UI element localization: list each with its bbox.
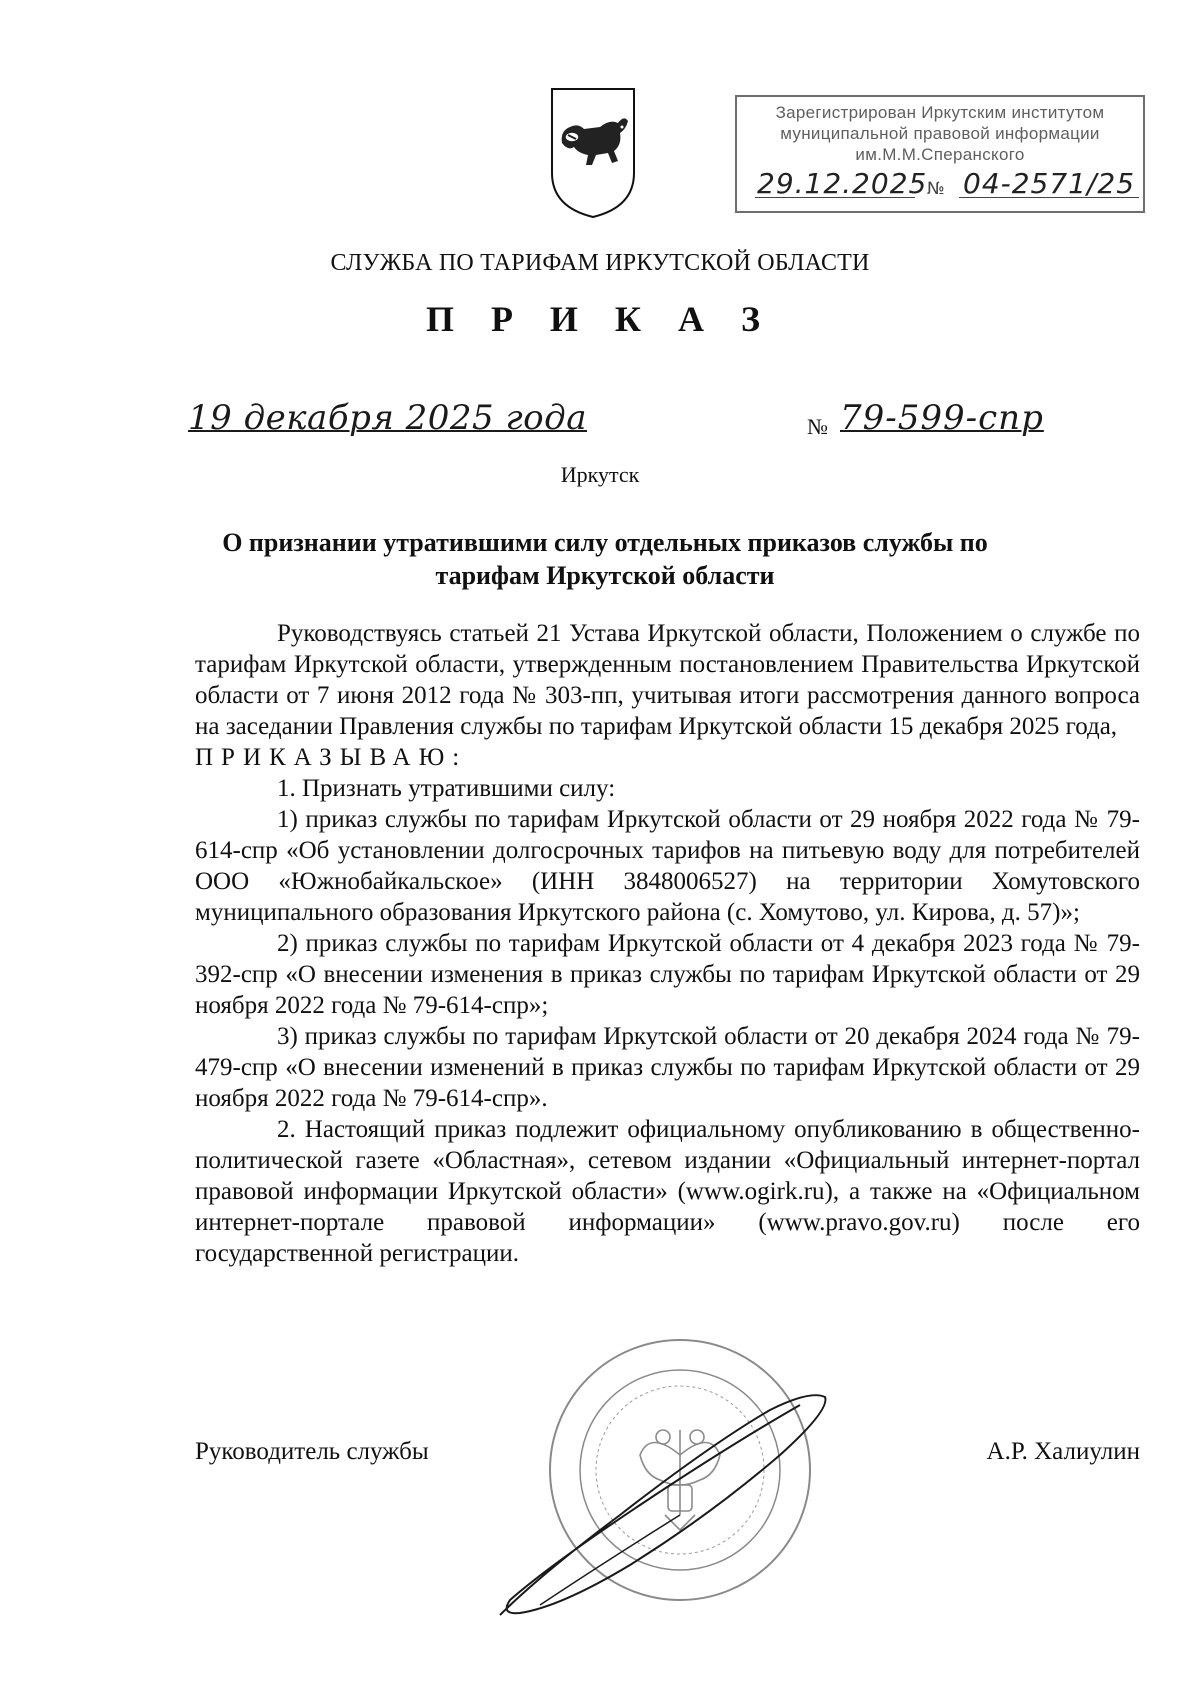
order-number: 79-599-спр xyxy=(840,398,1044,438)
registration-stamp-line3: им.М.М.Сперанского xyxy=(855,145,1025,164)
order-city: Иркутск xyxy=(560,462,640,487)
handwritten-signature xyxy=(480,1375,840,1625)
signatory-name: А.Р. Халиулин xyxy=(986,1438,1140,1465)
order-date: 19 декабря 2025 года xyxy=(188,398,587,438)
subitem-1: 1) приказ службы по тарифам Иркутской области от 29 ноября 2022 года № 79-614-спр «Об установлении долгосрочных тарифов на питьевую воду для потребителей ООО «Южнобайкальское» (ИНН 3848006527) на территории Хомутовского муниципального образования Иркутского района (с. Хомутово, ул. Кирова, д. 57)»; xyxy=(195,806,1140,926)
registration-number: 04-2571/25 xyxy=(963,167,1136,200)
signatory-role: Руководитель службы xyxy=(195,1438,429,1465)
preamble-paragraph: Руководствуясь статьей 21 Устава Иркутской области, Положением о службе по тарифам Иркутской области, утвержденным постановлением Правительства Иркутской области от 7 июня 2012 года № 303-пп, учитывая итоги рассмотрения данного вопроса на заседании Правления службы по тарифам Иркутской области 15 декабря 2025 года, xyxy=(195,620,1140,740)
registration-stamp-line2: муниципальной правовой информации xyxy=(780,124,1100,143)
registration-stamp-line1: Зарегистрирован Иркутским институтом xyxy=(775,103,1105,122)
registration-number-label: № xyxy=(927,179,946,199)
registration-stamp xyxy=(735,95,1145,213)
subitem-2: 2) приказ службы по тарифам Иркутской области от 4 декабря 2023 года № 79-392-спр «О внесении изменения в приказ службы по тарифам Иркутской области от 29 ноября 2022 года № 79-614-спр»; xyxy=(195,930,1140,1019)
registration-date: 29.12.2025 xyxy=(757,167,928,200)
command-word: ПРИКАЗЫВАЮ: xyxy=(195,744,468,771)
org-name: СЛУЖБА ПО ТАРИФАМ ИРКУТСКОЙ ОБЛАСТИ xyxy=(330,250,870,276)
document-title: О признании утратившими силу отдельных приказов службы по тарифам Иркутской области xyxy=(222,528,988,590)
order-number-label: № xyxy=(807,414,828,439)
irkutsk-coat-of-arms-icon xyxy=(548,85,638,221)
document-body xyxy=(195,618,1140,1269)
item2-paragraph: 2. Настоящий приказ подлежит официальному опубликованию в общественно-политической газете «Областная», сетевом издании «Официальный интернет-портал правовой информации Иркутской области» (www.ogirk.ru), а также на «Официальном интернет-портале правовой информации» (www.pravo.gov.ru) после его государственной регистрации. xyxy=(195,1116,1140,1267)
subitem-3: 3) приказ службы по тарифам Иркутской области от 20 декабря 2024 года № 79-479-спр «О внесении изменений в приказ службы по тарифам Иркутской области от 29 ноября 2022 года № 79-614-спр». xyxy=(195,1023,1140,1112)
doc-type-heading: П Р И К А З xyxy=(425,299,775,339)
item1-heading: 1. Признать утратившими силу: xyxy=(277,775,616,802)
